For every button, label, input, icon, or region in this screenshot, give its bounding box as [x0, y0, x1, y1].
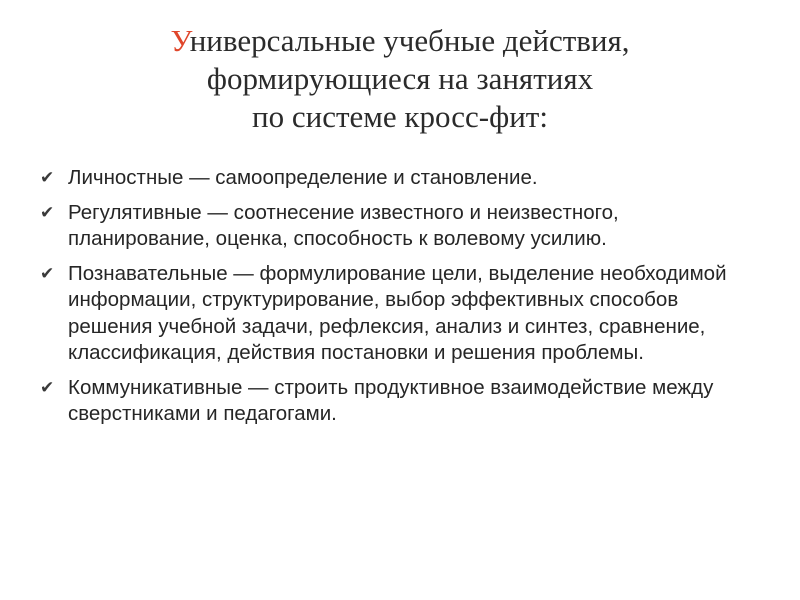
bullet-item-personal — [40, 165, 760, 192]
bullet-item-regulative — [40, 200, 760, 253]
bullet-item-communicative — [40, 375, 760, 428]
bullet-text: Личностные — самоопределение и становление. — [68, 166, 538, 189]
bullet-text: Познавательные — формулирование цели, выделение необходимой информации, структурирование, выбор эффективных способов решения учебной задачи, рефлексия, анализ и синтез, сравнение, классификация, действия постановки и решения проблемы. — [68, 261, 727, 364]
checkmark-icon: ✔ — [40, 377, 55, 397]
title-line-1 — [40, 22, 760, 60]
checkmark-icon: ✔ — [40, 202, 55, 222]
title-line-2: формирующиеся на занятиях — [206, 61, 594, 96]
bullet-item-cognitive — [40, 261, 760, 367]
title-accent-letter: У — [170, 23, 190, 58]
slide-title — [40, 22, 760, 136]
bullet-text: Коммуникативные — строить продуктивное взаимодействие между сверстниками и педагогами. — [68, 375, 714, 425]
title-line-1-rest: ниверсальные учебные действия, — [189, 23, 630, 58]
checkmark-icon: ✔ — [40, 168, 55, 187]
bullet-text: Регулятивные — соотнесение известного и неизвестного, планирование, оценка, способность к волевому усилию. — [68, 200, 619, 250]
bullet-list — [40, 165, 760, 436]
title-line-3: по системе кросс-фит: — [252, 99, 548, 134]
checkmark-icon: ✔ — [40, 263, 55, 283]
